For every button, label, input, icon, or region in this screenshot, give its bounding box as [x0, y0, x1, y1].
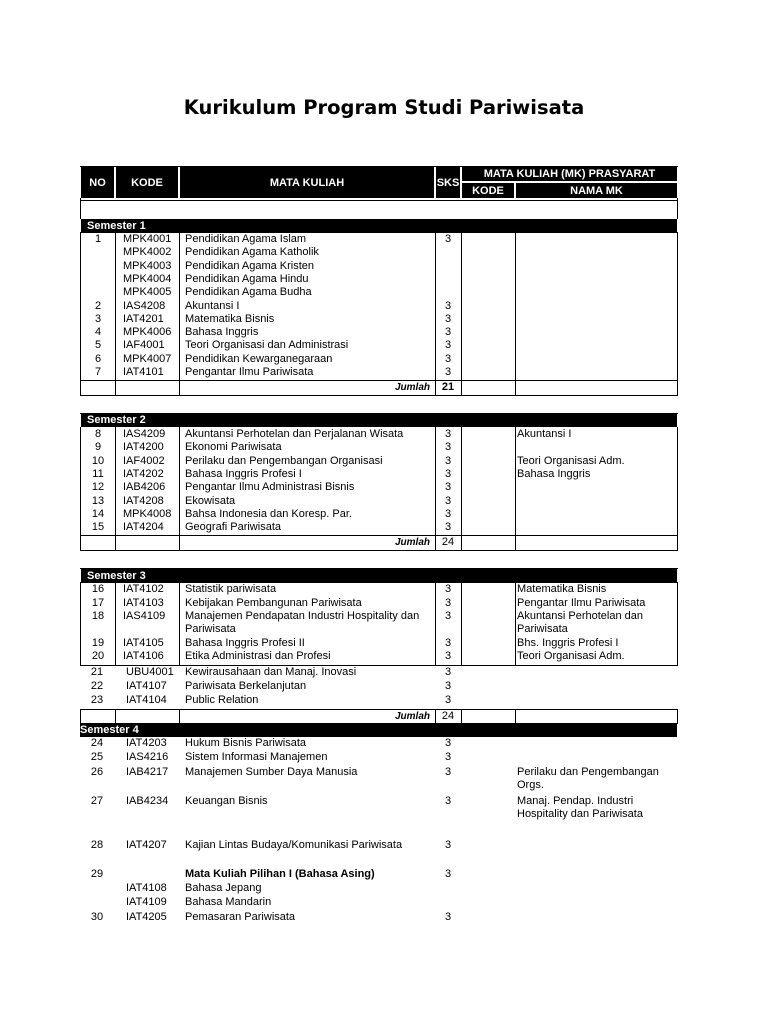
row-no: 2 — [94, 299, 102, 312]
row-mata-kuliah: Pengantar Ilmu Administrasi Bisnis — [185, 481, 355, 494]
semester-label: Semester 3 — [87, 570, 146, 582]
row-prasyarat: Bhs. Inggris Profesi I — [517, 637, 619, 649]
col-divider — [115, 582, 116, 665]
row-kode: MPK4005 — [123, 286, 172, 299]
row-mata-kuliah: Akuntansi I — [185, 299, 240, 312]
row-sks: 3 — [444, 666, 452, 678]
row-sks: 3 — [444, 795, 452, 807]
row-sks: 3 — [444, 597, 452, 609]
row-mata-kuliah: Etika Administrasi dan Profesi — [185, 650, 331, 662]
row-sks: 3 — [444, 680, 452, 692]
row-sks: 3 — [444, 494, 452, 507]
col-divider — [179, 709, 180, 724]
table-top-border — [80, 166, 678, 167]
row-no: 6 — [94, 352, 102, 365]
row-sks: 3 — [444, 299, 452, 312]
row-mata-kuliah: Sistem Informasi Manajemen — [185, 751, 328, 763]
row-sks: 3 — [444, 521, 452, 534]
row-sks: 3 — [444, 233, 452, 245]
row-kode: MPK4002 — [123, 246, 172, 259]
page-title: Kurikulum Program Studi Pariwisata — [183, 96, 585, 119]
col-divider — [435, 427, 436, 550]
semester-label: Semester 2 — [87, 414, 146, 426]
row-kode: IAT4106 — [123, 650, 164, 662]
row-mata-kuliah: Manajemen Pendapatan Industri Hospitality dan — [185, 610, 420, 622]
row-sks: 3 — [444, 481, 452, 494]
row-kode: IAB4206 — [123, 481, 166, 494]
row-kode: IAT4104 — [126, 694, 167, 706]
row-sks: 3 — [444, 428, 452, 440]
row-sks: 3 — [444, 467, 452, 480]
row-no: 1 — [94, 233, 102, 245]
row-kode: IAT4208 — [123, 494, 164, 507]
row-no: 14 — [91, 507, 105, 520]
row-kode: IAS4109 — [123, 610, 166, 622]
row-kode: IAF4001 — [123, 339, 165, 352]
col-divider — [677, 582, 678, 665]
row-mata-kuliah: Bahasa Jepang — [185, 882, 262, 894]
row-kode: IAT4103 — [123, 597, 164, 609]
row-prasyarat-cont: Orgs. — [517, 779, 544, 792]
semester-header — [81, 569, 677, 583]
col-divider — [677, 232, 678, 395]
col-divider — [80, 582, 81, 665]
col-divider — [515, 582, 516, 665]
row-kode: IAB4217 — [126, 766, 169, 778]
row-kode: MPK4003 — [123, 259, 172, 272]
header-pra-nama: NAMA MK — [516, 183, 677, 198]
semester-header — [81, 219, 677, 233]
row-prasyarat-cont: Hospitality dan Pariwisata — [517, 808, 643, 821]
row-mata-kuliah: Bahasa Inggris — [185, 326, 259, 339]
row-kode: MPK4004 — [123, 272, 172, 285]
row-kode: IAT4202 — [123, 467, 164, 480]
row-divider — [80, 380, 678, 381]
row-sks: 3 — [444, 326, 452, 339]
semester-label: Semester 1 — [87, 220, 146, 232]
row-mata-kuliah: Kewirausahaan dan Manaj. Inovasi — [185, 666, 357, 678]
row-mata-kuliah: Bahasa Mandarin — [185, 896, 272, 908]
row-sks: 3 — [444, 339, 452, 352]
row-mata-kuliah: Manajemen Sumber Daya Manusia — [185, 766, 358, 778]
row-kode: IAT4204 — [123, 521, 164, 534]
row-no: 26 — [90, 766, 104, 778]
semester-header — [81, 413, 677, 427]
row-mata-kuliah: Pendidikan Kewarganegaraan — [185, 352, 333, 365]
row-prasyarat: Perilaku dan Pengembangan — [517, 766, 659, 778]
row-no: 5 — [94, 339, 102, 352]
col-divider — [515, 427, 516, 550]
row-sks: 3 — [444, 312, 452, 325]
row-no: 27 — [90, 795, 104, 807]
col-divider — [515, 232, 516, 395]
header-no: NO — [81, 167, 114, 198]
row-kode: IAS4209 — [123, 428, 166, 440]
jumlah-total: 24 — [441, 536, 455, 548]
col-divider — [80, 232, 81, 395]
row-mata-kuliah: Pendidikan Agama Hindu — [185, 272, 309, 285]
col-divider — [179, 427, 180, 550]
row-mata-kuliah: Kebijakan Pembangunan Pariwisata — [185, 597, 362, 609]
col-divider — [435, 582, 436, 665]
row-mata-kuliah: Kajian Lintas Budaya/Komunikasi Pariwisata — [185, 839, 403, 851]
row-no: 28 — [90, 839, 104, 851]
row-no: 12 — [91, 481, 105, 494]
row-mata-kuliah: Pengantar Ilmu Pariwisata — [185, 366, 314, 378]
jumlah-label: Jumlah — [395, 382, 431, 393]
row-no: 22 — [90, 680, 104, 692]
row-mata-kuliah: Pemasaran Pariwisata — [185, 911, 296, 923]
row-mata-kuliah: Public Relation — [185, 694, 259, 706]
row-kode: IAT4201 — [123, 312, 164, 325]
row-prasyarat: Akuntansi I — [517, 428, 572, 440]
row-kode: IAT4102 — [123, 583, 164, 595]
header-kode: KODE — [116, 167, 178, 198]
row-sks: 3 — [444, 911, 452, 923]
row-no: 18 — [91, 610, 105, 622]
row-divider — [80, 550, 678, 551]
row-kode: IAT4203 — [126, 737, 167, 749]
row-no: 19 — [91, 637, 105, 649]
jumlah-label: Jumlah — [395, 537, 431, 548]
row-mata-kuliah: Teori Organisasi dan Administrasi — [185, 339, 349, 352]
row-no: 23 — [90, 694, 104, 706]
row-kode: IAT4105 — [123, 637, 164, 649]
row-no: 9 — [94, 441, 102, 454]
row-mata-kuliah: Perilaku dan Pengembangan Organisasi — [185, 454, 383, 467]
jumlah-total: 24 — [441, 710, 455, 722]
row-mata-kuliah: Ekonomi Pariwisata — [185, 441, 282, 454]
row-no: 30 — [90, 911, 104, 923]
col-divider — [115, 709, 116, 724]
row-no: 3 — [94, 312, 102, 325]
col-divider — [461, 582, 462, 665]
row-prasyarat: Matematika Bisnis — [517, 583, 607, 595]
row-no: 7 — [94, 366, 102, 378]
row-kode: MPK4006 — [123, 326, 172, 339]
row-mata-kuliah: Keuangan Bisnis — [185, 795, 268, 807]
header-pra-kode: KODE — [462, 183, 514, 198]
row-mata-kuliah-cont: Pariwisata — [185, 623, 236, 636]
row-no: 11 — [92, 467, 104, 480]
row-mata-kuliah: Mata Kuliah Pilihan I (Bahasa Asing) — [185, 868, 375, 880]
header-gap-row-left — [80, 198, 81, 219]
row-prasyarat: Akuntansi Perhotelan dan — [517, 610, 643, 622]
row-divider — [80, 709, 678, 710]
row-no: 24 — [90, 737, 104, 749]
row-no: 29 — [90, 868, 104, 880]
row-sks: 3 — [444, 610, 452, 622]
row-sks: 3 — [444, 366, 452, 378]
row-no: 13 — [91, 494, 105, 507]
row-sks: 3 — [444, 751, 452, 763]
row-kode: IAS4216 — [126, 751, 169, 763]
row-no: 15 — [91, 521, 105, 534]
col-divider — [677, 427, 678, 550]
col-divider — [179, 232, 180, 395]
row-kode: MPK4008 — [123, 507, 172, 520]
col-divider — [80, 427, 81, 550]
row-no: 17 — [91, 597, 105, 609]
row-mata-kuliah: Matematika Bisnis — [185, 312, 275, 325]
row-prasyarat: Manaj. Pendap. Industri — [517, 795, 634, 807]
row-mata-kuliah: Pendidikan Agama Islam — [185, 233, 307, 245]
row-kode: IAT4101 — [123, 366, 164, 378]
row-sks: 3 — [444, 650, 452, 662]
row-divider — [80, 395, 678, 396]
row-sks: 3 — [444, 637, 452, 649]
row-sks: 3 — [444, 441, 452, 454]
semester-label: Semester 4 — [80, 724, 139, 736]
row-sks: 3 — [444, 737, 452, 749]
header-sks: SKS — [436, 167, 460, 198]
row-kode: IAS4208 — [123, 299, 166, 312]
header-bottom-line — [80, 200, 678, 201]
row-mata-kuliah: Pariwisata Berkelanjutan — [185, 680, 307, 692]
row-kode: IAF4002 — [123, 454, 165, 467]
row-sks: 3 — [444, 868, 452, 880]
col-divider — [461, 427, 462, 550]
row-sks: 3 — [444, 352, 452, 365]
col-divider — [461, 709, 462, 724]
col-divider — [80, 709, 81, 724]
row-kode: IAT4107 — [126, 680, 167, 692]
row-kode: IAT4207 — [126, 839, 167, 851]
row-mata-kuliah: Bahasa Inggris Profesi II — [185, 637, 305, 649]
row-kode: IAT4205 — [126, 911, 167, 923]
row-sks: 3 — [444, 454, 452, 467]
row-no: 16 — [91, 583, 105, 595]
col-divider — [179, 582, 180, 665]
header-mata-kuliah: MATA KULIAH — [180, 167, 434, 198]
row-mata-kuliah: Hukum Bisnis Pariwisata — [185, 737, 307, 749]
row-sks: 3 — [444, 839, 452, 851]
row-mata-kuliah: Pendidikan Agama Katholik — [185, 246, 319, 259]
header-prasyarat: MATA KULIAH (MK) PRASYARAT — [462, 167, 677, 181]
semester-header — [80, 723, 677, 737]
row-kode: IAT4109 — [126, 896, 167, 908]
row-divider — [80, 665, 678, 666]
col-divider — [435, 232, 436, 395]
col-divider — [115, 232, 116, 395]
col-divider — [461, 232, 462, 395]
row-no: 25 — [90, 751, 104, 763]
header-gap-row-right — [677, 198, 678, 219]
row-no: 4 — [94, 326, 102, 339]
col-divider — [435, 709, 436, 724]
row-no: 21 — [90, 666, 104, 678]
row-mata-kuliah: Pendidikan Agama Kristen — [185, 259, 315, 272]
row-sks: 3 — [444, 766, 452, 778]
row-no: 10 — [91, 454, 105, 467]
row-no: 8 — [94, 428, 102, 440]
row-mata-kuliah: Akuntansi Perhotelan dan Perjalanan Wisata — [185, 428, 404, 440]
col-divider — [515, 709, 516, 724]
row-kode: IAB4234 — [126, 795, 169, 807]
row-mata-kuliah: Bahasa Inggris Profesi I — [185, 467, 302, 480]
col-divider — [677, 709, 678, 724]
row-mata-kuliah: Ekowisata — [185, 494, 236, 507]
jumlah-label: Jumlah — [395, 711, 431, 722]
row-kode: IAT4108 — [126, 882, 167, 894]
row-kode: IAT4200 — [123, 441, 164, 454]
row-kode: MPK4001 — [123, 233, 172, 245]
row-sks: 3 — [444, 507, 452, 520]
row-kode: MPK4007 — [123, 352, 172, 365]
row-mata-kuliah: Geografi Pariwisata — [185, 521, 281, 534]
row-prasyarat-cont: Pariwisata — [517, 623, 568, 636]
jumlah-total: 21 — [441, 381, 455, 393]
row-mata-kuliah: Pendidikan Agama Budha — [185, 286, 312, 299]
row-prasyarat: Teori Organisasi Adm. — [517, 650, 625, 662]
row-prasyarat: Bahasa Inggris — [517, 467, 591, 480]
row-prasyarat: Teori Organisasi Adm. — [517, 454, 625, 467]
row-no: 20 — [91, 650, 105, 662]
row-prasyarat: Pengantar Ilmu Pariwisata — [517, 597, 646, 609]
row-divider — [80, 535, 678, 536]
row-mata-kuliah: Bahsa Indonesia dan Koresp. Par. — [185, 507, 352, 520]
row-mata-kuliah: Statistik pariwisata — [185, 583, 277, 595]
row-sks: 3 — [444, 694, 452, 706]
row-sks: 3 — [444, 583, 452, 595]
row-kode: UBU4001 — [126, 666, 174, 678]
col-divider — [115, 427, 116, 550]
